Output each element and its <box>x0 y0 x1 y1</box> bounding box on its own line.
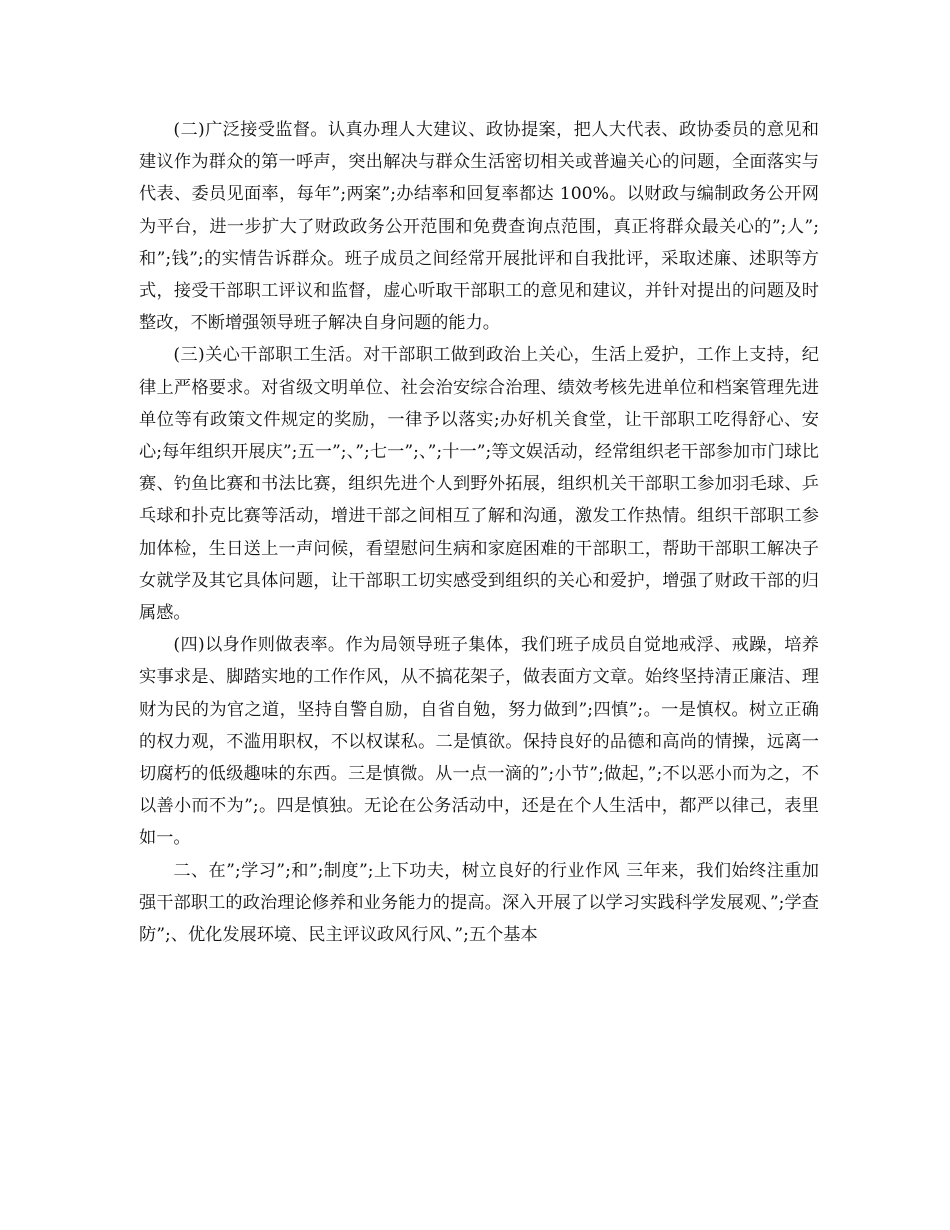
paragraph-staff-care: (三)关心干部职工生活。对干部职工做到政治上关心，生活上爱护，工作上支持，纪律上严格要求。对省级文明单位、社会治安综合治理、绩效考核先进单位和档案管理先进单位等有政策文件规定的奖励，一律予以落实;办好机关食堂，让干部职工吃得舒心、安心;每年组织开展庆”;五一”;、”;七一”;、”;十一”;等文娱活动，经常组织老干部参加市门球比赛、钓鱼比赛和书法比赛，组织先进个人到野外拓展，组织机关干部职工参加羽毛球、乒乓球和扑克比赛等活动，增进干部之间相互了解和沟通，激发工作热情。组织干部职工参加体检，生日送上一声问候，看望慰问生病和家庭困难的干部职工，帮助干部职工解决子女就学及其它具体问题，让干部职工切实感受到组织的关心和爱护，增强了财政干部的归属感。 <box>139 345 819 624</box>
paragraph-leading-by-example: (四)以身作则做表率。作为局领导班子集体，我们班子成员自觉地戒浮、戒躁，培养实事求是、脚踏实地的工作作风，从不搞花架子，做表面方文章。始终坚持清正廉洁、理财为民的为官之道，坚持自警自励，自省自勉，努力做到”;四慎”;。一是慎权。树立正确的权力观，不滥用职权，不以权谋私。二是慎欲。保持良好的品德和高尚的情操，远离一切腐朽的低级趣味的东西。三是慎微。从一点一滴的”;小节”;做起，”;不以恶小而为之，不以善小而不为”;。四是慎独。无论在公务活动中，还是在个人生活中，都严以律己，表里如一。 <box>139 635 819 849</box>
paragraph-supervision: (二)广泛接受监督。认真办理人大建议、政协提案，把人大代表、政协委员的意见和建议作为群众的第一呼声，突出解决与群众生活密切相关或普遍关心的问题，全面落实与代表、委员见面率，每年”;两案”;办结率和回复率都达 100%。以财政与编制政务公开网为平台，进一步扩大了财政政务公开范围和免费查询点范围，真正将群众最关心的”;人”;和”;钱”;的实情告诉群众。班子成员之间经常开展批评和自我批评，采取述廉、述职等方式，接受干部职工评议和监督，虚心听取干部职工的意见和建议，并针对提出的问题及时整改，不断增强领导班子解决自身问题的能力。 <box>139 120 819 334</box>
document-body <box>139 114 819 951</box>
paragraph-study-and-system: 二、在”;学习”;和”;制度”;上下功夫，树立良好的行业作风 三年来，我们始终注重加强干部职工的政治理论修养和业务能力的提高。深入开展了以学习实践科学发展观、”;学查防”;、优化发展环境、民主评议政风行风、”;五个基本 <box>139 860 819 946</box>
